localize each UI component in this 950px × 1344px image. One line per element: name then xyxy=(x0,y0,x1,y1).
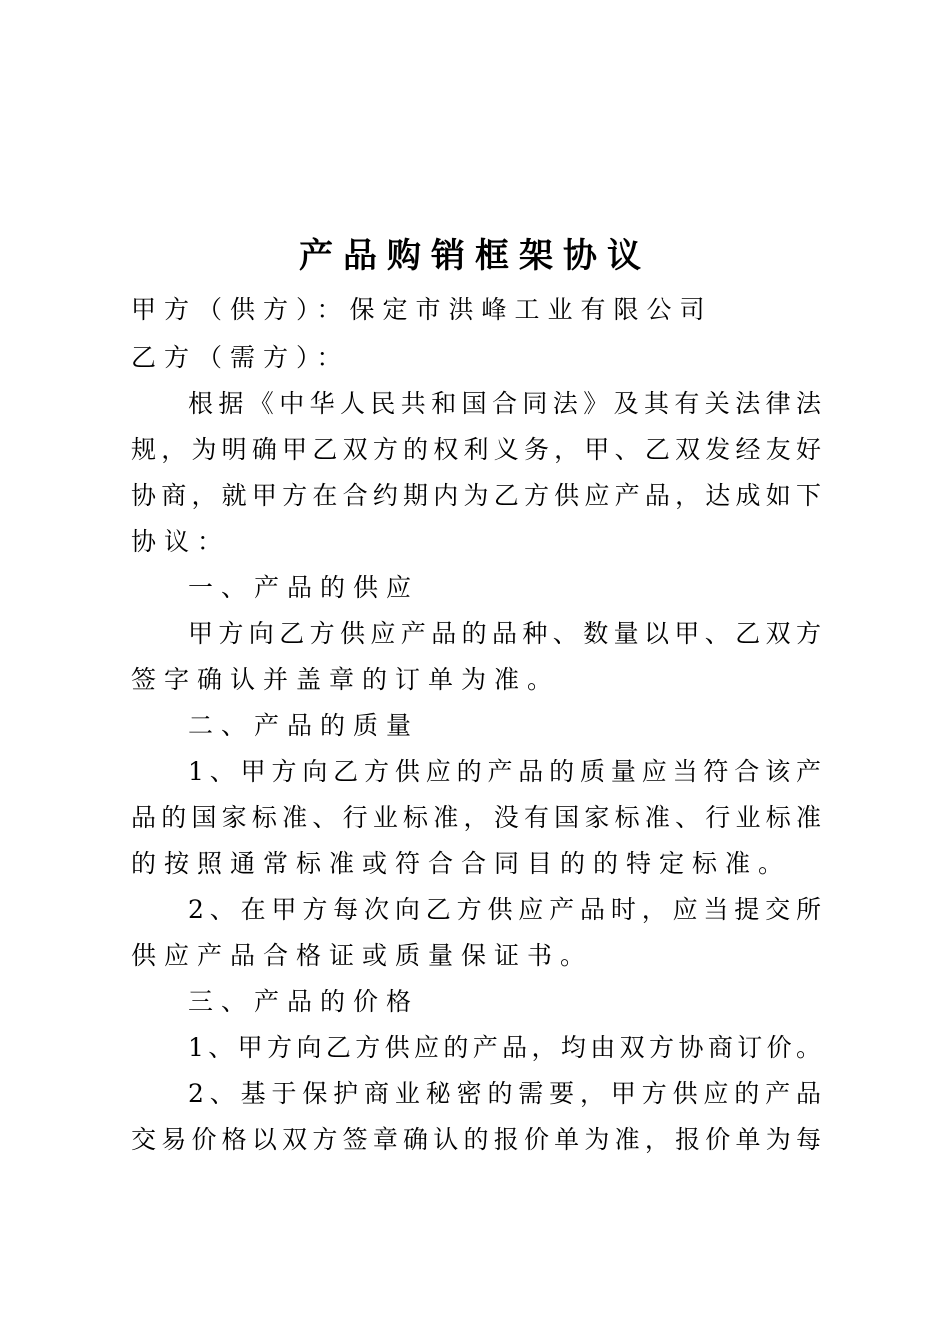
body-line-2: 规，为明确甲乙双方的权利义务，甲、乙双发经友好 xyxy=(131,435,821,464)
body-line-15: 1、甲方向乙方供应的产品，均由双方协商订价。 xyxy=(188,1033,821,1062)
document-title: 产品购销框架协议 xyxy=(299,236,651,276)
body-line-9: 1、甲方向乙方供应的产品的质量应当符合该产 xyxy=(188,757,821,786)
body-line-17: 交易价格以双方签章确认的报价单为准，报价单为每 xyxy=(131,1125,821,1154)
body-line-16: 2、基于保护商业秘密的需要，甲方供应的产品 xyxy=(188,1079,821,1108)
body-line-10: 品的国家标准、行业标准，没有国家标准、行业标准 xyxy=(131,803,821,832)
body-line-13: 供应产品合格证或质量保证书。 xyxy=(131,941,594,970)
party-a-line: 甲方（供方）：保定市洪峰工业有限公司 xyxy=(131,295,713,324)
section-heading-2: 二、产品的质量 xyxy=(188,711,420,740)
body-line-11: 的按照通常标准或符合合同目的的特定标准。 xyxy=(131,849,792,878)
body-line-12: 2、在甲方每次向乙方供应产品时，应当提交所 xyxy=(188,895,821,924)
section-heading-3: 三、产品的价格 xyxy=(188,987,420,1016)
body-line-4: 协议： xyxy=(131,527,231,556)
body-line-7: 签字确认并盖章的订单为准。 xyxy=(131,665,561,694)
body-line-6: 甲方向乙方供应产品的品种、数量以甲、乙双方 xyxy=(188,619,821,648)
body-line-1: 根据《中华人民共和国合同法》及其有关法律法 xyxy=(188,389,821,418)
body-line-3: 协商，就甲方在合约期内为乙方供应产品，达成如下 xyxy=(131,481,821,510)
party-b-line: 乙方（需方）： xyxy=(131,343,350,372)
section-heading-1: 一、产品的供应 xyxy=(188,573,420,602)
